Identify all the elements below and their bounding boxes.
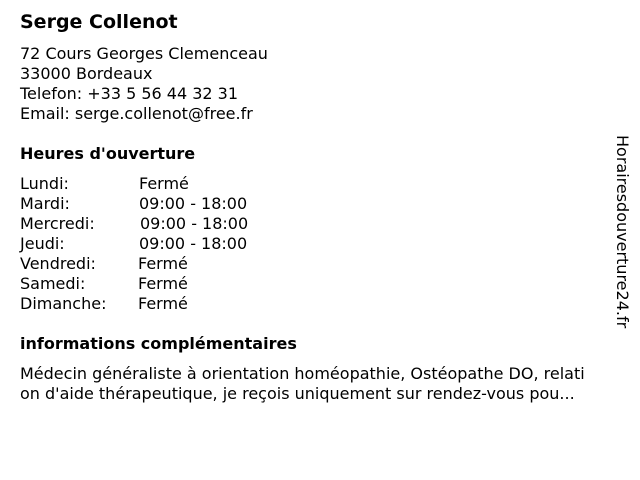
day-label: Samedi: (20, 274, 86, 293)
email-line: Email: serge.collenot@free.fr (20, 104, 253, 123)
address-line-1: 72 Cours Georges Clemenceau (20, 44, 268, 63)
phone-line: Telefon: +33 5 56 44 32 31 (20, 84, 239, 103)
day-hours: Fermé (139, 174, 189, 193)
address-line-2: 33000 Bordeaux (20, 64, 153, 83)
day-hours: 09:00 - 18:00 (139, 194, 248, 213)
info-heading: informations complémentaires (20, 334, 297, 353)
day-hours: Fermé (138, 294, 188, 313)
business-name: Serge Collenot (20, 11, 178, 33)
day-label: Jeudi: (20, 234, 65, 253)
day-label: Vendredi: (20, 254, 96, 273)
hours-heading: Heures d'ouverture (20, 144, 196, 163)
day-label: Dimanche: (20, 294, 107, 313)
description-line: Médecin généraliste à orientation homéopathie, Ostéopathe DO, relati (20, 364, 585, 383)
day-label: Mercredi: (20, 214, 95, 233)
info-description (20, 364, 630, 404)
description-line: on d'aide thérapeutique, je reçois uniquement sur rendez-vous pou... (20, 384, 575, 403)
day-label: Lundi: (20, 174, 69, 193)
day-hours: Fermé (138, 274, 188, 293)
day-hours: Fermé (138, 254, 188, 273)
day-hours: 09:00 - 18:00 (139, 234, 248, 253)
day-label: Mardi: (20, 194, 70, 213)
day-hours: 09:00 - 18:00 (140, 214, 249, 233)
site-watermark: Horairesdouverture24.fr (613, 135, 632, 329)
